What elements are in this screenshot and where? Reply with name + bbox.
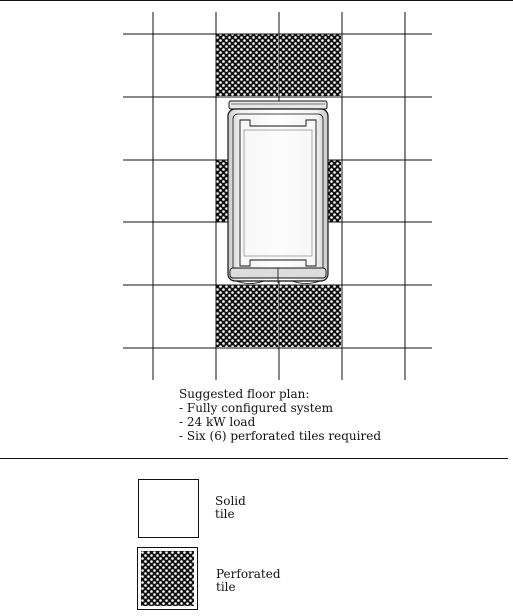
floor-plan-caption: [179, 387, 381, 443]
caption-line-load: - 24 kW load: [179, 415, 256, 429]
solid-tile-label-line1: Solid: [215, 494, 246, 508]
solid-tile-label: [215, 495, 246, 521]
caption-line-config: - Fully configured system: [179, 401, 334, 415]
caption-title: Suggested floor plan:: [179, 387, 310, 401]
perforated-pattern-icon: [141, 551, 194, 606]
perforated-tile-swatch: [137, 547, 198, 610]
perforated-tile-label-line1: Perforated: [216, 567, 281, 581]
perforated-tile: [216, 34, 278, 96]
solid-tile-swatch: [138, 479, 199, 538]
perforated-tile: [279, 285, 341, 347]
perforated-tile-label-line2: tile: [216, 580, 236, 594]
server-cabinet: [228, 101, 328, 284]
perforated-tile: [216, 285, 278, 347]
perforated-tile: [279, 34, 341, 96]
caption-line-tiles: - Six (6) perforated tiles required: [179, 429, 381, 443]
legend-divider: [0, 458, 508, 459]
perforated-tile-label: [216, 568, 281, 594]
solid-tile-label-line2: tile: [215, 507, 235, 521]
